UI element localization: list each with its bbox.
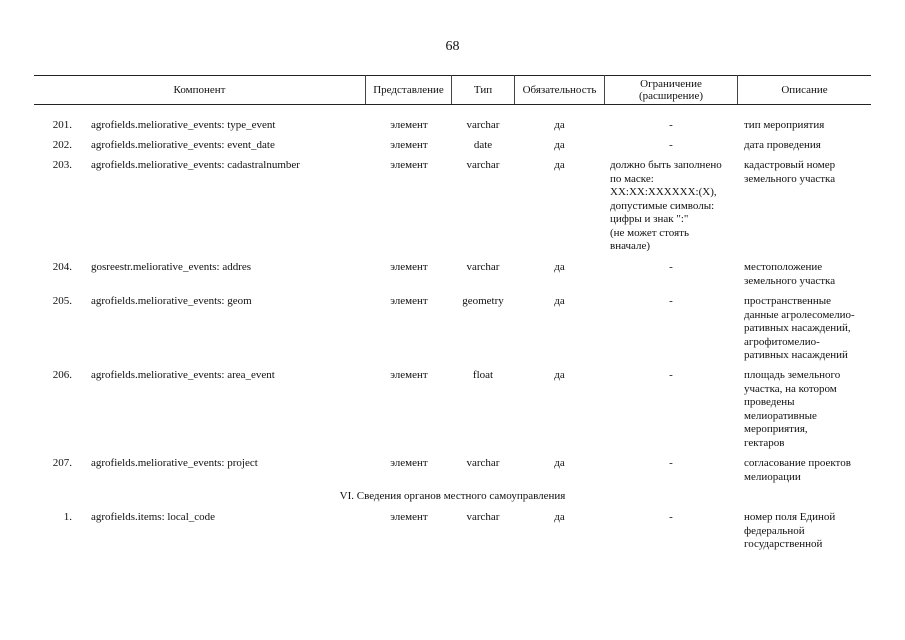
- row-limit-line: допустимые символы:: [610, 199, 715, 212]
- header-limit-line: Ограничение: [640, 77, 702, 90]
- row-required: да: [554, 295, 565, 307]
- row-description-line: ративных насаждений,: [744, 322, 851, 334]
- row-component: agrofields.meliorative_events: cadastralnumber: [91, 159, 300, 171]
- page-number: 68: [445, 39, 460, 54]
- row-limit: [607, 511, 735, 525]
- row-limit: [607, 119, 735, 133]
- row-representation: элемент: [390, 369, 428, 381]
- row-limit-line: -: [669, 139, 673, 151]
- row-component: gosreestr.meliorative_events: addres: [91, 261, 252, 273]
- row-limit-line: должно быть заполнено: [610, 159, 722, 171]
- row-limit-line: -: [669, 457, 673, 469]
- row-description-line: пространственные: [744, 295, 832, 307]
- row-type: varchar: [466, 457, 500, 469]
- row-component: agrofields.items: local_code: [91, 511, 216, 523]
- row-type: varchar: [466, 119, 500, 131]
- section-title: VI. Сведения органов местного самоуправления: [339, 490, 566, 502]
- row-description: [744, 369, 874, 450]
- row-limit: [610, 159, 736, 254]
- row-limit-line: XX:XX:XXXXXX:(X),: [610, 186, 717, 198]
- row-required: да: [554, 511, 565, 523]
- row-description-line: агрофитомелио-: [744, 335, 820, 348]
- row-description-line: мелиорации: [744, 470, 801, 483]
- row-component: agrofields.meliorative_events: area_event: [91, 369, 275, 381]
- row-description-line: гектаров: [744, 436, 785, 449]
- row-description-line: земельного участка: [744, 172, 836, 185]
- row-required: да: [554, 457, 565, 469]
- row-description-line: кадастровый номер: [744, 159, 836, 171]
- row-description-line: мелиоративные: [744, 409, 817, 422]
- row-limit-line: вначале): [610, 240, 651, 252]
- row-description-line: государственной: [744, 538, 823, 550]
- row-description-line: мероприятия,: [744, 423, 808, 435]
- row-description-line: проведены: [744, 396, 795, 408]
- row-description: [744, 457, 874, 484]
- row-required: да: [554, 159, 565, 171]
- row-component: agrofields.meliorative_events: geom: [91, 295, 252, 307]
- row-description: [744, 295, 874, 363]
- row-representation: элемент: [390, 457, 428, 469]
- row-description-line: согласование проектов: [744, 457, 851, 469]
- row-component: agrofields.meliorative_events: event_date: [91, 139, 275, 151]
- row-limit-line: -: [669, 511, 673, 523]
- row-representation: элемент: [390, 139, 428, 151]
- row-description-line: тип мероприятия: [744, 119, 825, 131]
- row-number: 203.: [52, 159, 72, 171]
- row-number: 204.: [52, 261, 72, 273]
- row-number: 207.: [52, 457, 72, 469]
- row-number: 1.: [63, 511, 72, 523]
- row-representation: элемент: [390, 511, 428, 523]
- row-limit: [607, 369, 735, 383]
- row-description-line: ративных насаждений: [744, 349, 848, 361]
- row-required: да: [554, 119, 565, 131]
- row-number: 206.: [52, 369, 72, 381]
- row-representation: элемент: [390, 261, 428, 273]
- row-type: date: [473, 139, 493, 151]
- row-limit-line: -: [669, 261, 673, 273]
- row-number: 205.: [52, 295, 72, 307]
- row-description-line: местоположение: [744, 261, 823, 273]
- row-representation: элемент: [390, 119, 428, 131]
- header-limit: [605, 75, 737, 104]
- row-representation: элемент: [390, 159, 428, 171]
- row-description-line: дата проведения: [744, 139, 821, 151]
- row-description-line: площадь земельного: [744, 369, 841, 381]
- row-type: varchar: [466, 261, 500, 273]
- row-limit-line: цифры и знак ":": [610, 213, 689, 225]
- row-representation: элемент: [390, 295, 428, 307]
- row-required: да: [554, 139, 565, 151]
- row-description-line: земельного участка: [744, 274, 836, 287]
- row-description-line: данные агролесомелио-: [744, 308, 855, 321]
- header-type: Тип: [473, 83, 493, 96]
- row-type: float: [472, 369, 494, 381]
- row-description-line: федеральной: [744, 524, 805, 537]
- row-number: 202.: [52, 139, 72, 151]
- row-component: agrofields.meliorative_events: type_event: [91, 119, 276, 131]
- row-type: varchar: [466, 511, 500, 523]
- row-type: varchar: [466, 159, 500, 171]
- row-required: да: [554, 369, 565, 381]
- header-required: Обязательность: [522, 83, 597, 96]
- row-limit-line: по маске:: [610, 172, 654, 185]
- row-description: [744, 511, 874, 552]
- row-limit: [607, 139, 735, 153]
- row-number: 201.: [52, 119, 72, 131]
- header-component: Компонент: [173, 83, 226, 96]
- row-description-line: номер поля Единой: [744, 511, 836, 523]
- row-type: geometry: [462, 295, 504, 307]
- row-required: да: [554, 261, 565, 273]
- row-description: [744, 139, 874, 153]
- row-limit: [607, 295, 735, 309]
- row-description: [744, 261, 874, 288]
- row-description-line: участка, на котором: [744, 382, 837, 395]
- row-description: [744, 119, 874, 133]
- header-description: Описание: [781, 83, 828, 96]
- table-header-bottom-rule: [34, 104, 871, 105]
- header-representation: Представление: [373, 83, 444, 96]
- row-component: agrofields.meliorative_events: project: [91, 457, 258, 469]
- row-description: [744, 159, 874, 186]
- row-limit: [607, 457, 735, 471]
- row-limit-line: -: [669, 369, 673, 381]
- row-limit-line: -: [669, 119, 673, 131]
- row-limit-line: (не может стоять: [610, 226, 689, 239]
- header-limit-line: (расширение): [639, 89, 703, 102]
- row-limit-line: -: [669, 295, 673, 307]
- row-limit: [607, 261, 735, 275]
